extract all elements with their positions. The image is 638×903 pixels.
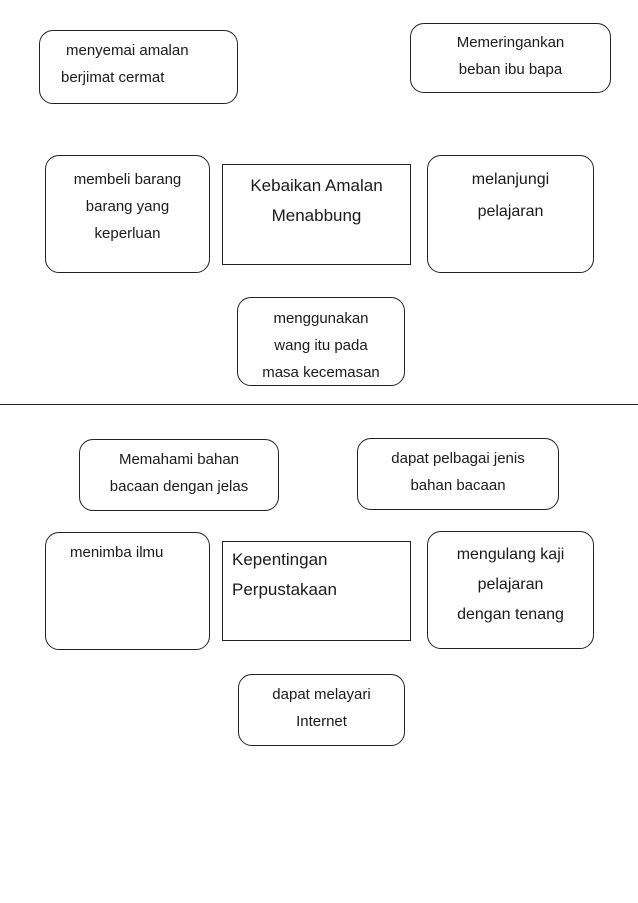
node-text: mengulang kaji [456, 546, 565, 563]
node-menyemai-amalan [39, 30, 238, 104]
node-text: pelajaran [477, 576, 544, 593]
node-pelbagai-jenis [357, 438, 559, 510]
node-text: melanjungi [471, 171, 550, 188]
node-text: masa kecemasan [262, 364, 380, 381]
node-memahami-bahan [79, 439, 279, 511]
central-topic-kepentingan-perpustakaan [222, 541, 411, 641]
node-text: bacaan dengan jelas [109, 478, 249, 495]
node-text: wang itu pada [274, 337, 368, 354]
central-topic-kebaikan-amalan [222, 164, 411, 265]
node-text: menyemai amalan [66, 42, 189, 59]
node-melayari-internet [238, 674, 405, 746]
central-title-line: Kebaikan Amalan [250, 176, 383, 195]
node-melanjungi-pelajaran [427, 155, 594, 273]
node-mengulang-kaji [427, 531, 594, 649]
node-text: Memahami bahan [118, 451, 240, 468]
node-meringankan-beban [410, 23, 611, 93]
node-text: barang yang [85, 198, 170, 215]
node-text: pelajaran [477, 203, 544, 220]
central-title-line: Kepentingan [232, 550, 328, 569]
node-text: membeli barang [73, 171, 182, 188]
node-text: bahan bacaan [410, 477, 506, 494]
central-title-line: Perpustakaan [232, 580, 337, 599]
node-text: dapat pelbagai jenis [391, 450, 525, 467]
node-text: Internet [296, 713, 347, 730]
node-text: berjimat cermat [61, 69, 165, 86]
section-divider [0, 404, 638, 405]
node-menggunakan-wang [237, 297, 405, 386]
node-text: dapat melayari [272, 686, 371, 703]
node-text: dengan tenang [457, 606, 564, 623]
node-membeli-barang [45, 155, 210, 273]
node-text: menggunakan [273, 310, 369, 327]
node-text: menimba ilmu [70, 544, 164, 561]
node-text: Memeringankan [456, 34, 565, 51]
node-text: beban ibu bapa [458, 61, 563, 78]
node-menimba-ilmu [45, 532, 210, 650]
central-title-line: Menabbung [271, 206, 362, 225]
node-text: keperluan [94, 225, 161, 242]
